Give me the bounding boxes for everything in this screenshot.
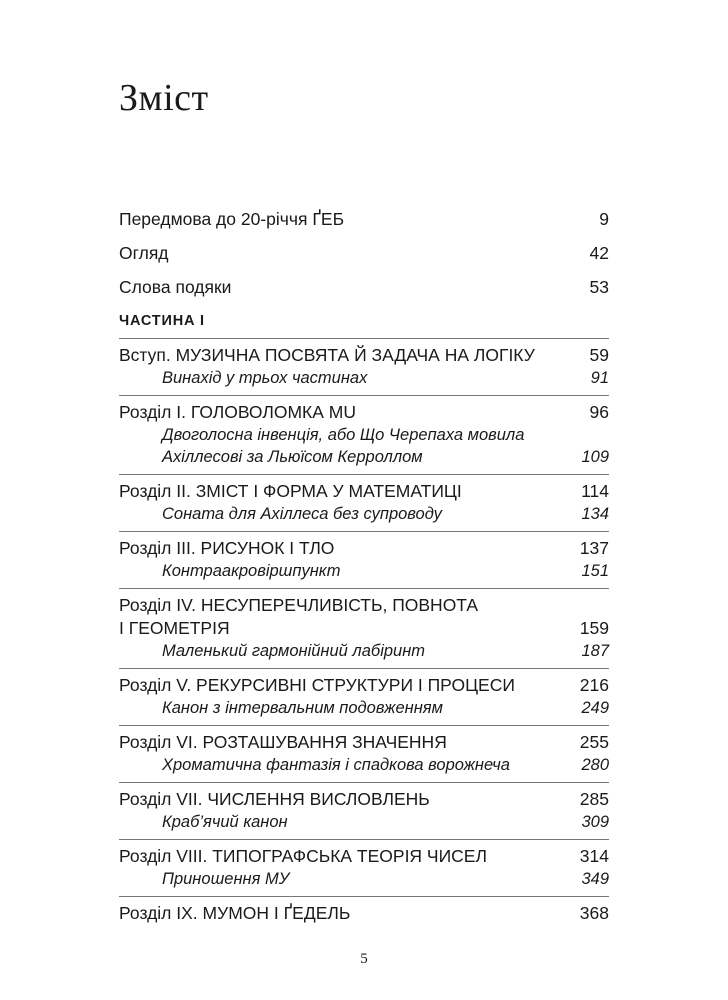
toc-chapter-1: [119, 396, 609, 474]
dialogue-row[interactable]: [119, 503, 609, 525]
chapter-row[interactable]: [119, 674, 609, 697]
toc-entry-acknowledgements[interactable]: [119, 276, 609, 299]
entry-label: Огляд: [119, 243, 169, 263]
dialogue-row[interactable]: [119, 640, 609, 662]
chapter-label: Розділ I. ГОЛОВОЛОМКА MU: [119, 402, 356, 422]
chapter-page: 137: [579, 538, 609, 558]
chapter-label: Вступ. МУЗИЧНА ПОСВЯТА Й ЗАДАЧА НА ЛОГІКУ: [119, 345, 535, 365]
chapter-label: Розділ VI. РОЗТАШУВАННЯ ЗНАЧЕННЯ: [119, 732, 447, 752]
chapter-row[interactable]: [119, 344, 609, 367]
dialogue-page: 91: [590, 369, 609, 387]
chapter-page: 255: [579, 732, 609, 752]
toc-chapter-3: [119, 532, 609, 588]
toc-chapter-6: [119, 726, 609, 782]
chapter-page: 96: [589, 402, 609, 422]
dialogue-page: 187: [581, 642, 609, 660]
dialogue-label: Маленький гармонійний лабіринт: [162, 642, 426, 660]
chapter-label: Розділ VIII. ТИПОГРАФСЬКА ТЕОРІЯ ЧИСЕЛ: [119, 846, 487, 866]
dialogue-row[interactable]: [119, 868, 609, 890]
chapter-row[interactable]: [119, 731, 609, 754]
table-of-contents: [119, 208, 609, 931]
dialogue-row[interactable]: [119, 367, 609, 389]
chapter-label-line: Розділ IV. НЕСУПЕРЕЧЛИВІСТЬ, ПОВНОТА: [119, 595, 479, 615]
chapter-page: 368: [579, 903, 609, 923]
page-title: Зміст: [119, 77, 209, 119]
chapter-label: Розділ V. РЕКУРСИВНІ СТРУКТУРИ І ПРОЦЕСИ: [119, 675, 515, 695]
page-number: 5: [360, 951, 368, 967]
entry-page: 53: [589, 277, 609, 297]
dialogue-row[interactable]: [119, 697, 609, 719]
dialogue-page: 309: [581, 813, 609, 831]
dialogue-label: Приношення МУ: [162, 870, 290, 888]
entry-page: 9: [599, 209, 609, 229]
chapter-row[interactable]: [119, 902, 609, 925]
dialogue-label: Контраакровіршпункт: [162, 562, 341, 580]
dialogue-page: 349: [581, 870, 609, 888]
chapter-page: 159: [579, 618, 609, 638]
dialogue-label-line: Ахіллесові за Льюїсом Керроллом: [162, 448, 423, 466]
dialogue-label: [162, 424, 524, 468]
chapter-page: 314: [579, 846, 609, 866]
chapter-row[interactable]: [119, 480, 609, 503]
dialogue-page: 109: [581, 448, 609, 466]
dialogue-row[interactable]: [119, 560, 609, 582]
chapter-label: [119, 594, 478, 640]
chapter-row[interactable]: [119, 537, 609, 560]
part-heading: ЧАСТИНА I: [119, 313, 205, 329]
chapter-page: 285: [579, 789, 609, 809]
dialogue-label: Винахід у трьох частинах: [162, 369, 368, 387]
toc-chapter-7: [119, 783, 609, 839]
chapter-row[interactable]: [119, 594, 609, 640]
chapter-page: 216: [579, 675, 609, 695]
dialogue-label-line: Двоголосна інвенція, або Що Черепаха мовила: [162, 426, 525, 444]
toc-entry-preface[interactable]: [119, 208, 609, 231]
chapter-row[interactable]: [119, 401, 609, 424]
chapter-label: Розділ IX. МУМОН І ҐЕДЕЛЬ: [119, 903, 351, 923]
entry-label: Передмова до 20-річчя ҐЕБ: [119, 209, 345, 229]
chapter-label-line: І ГЕОМЕТРІЯ: [119, 618, 230, 638]
chapter-label: Розділ II. ЗМІСТ І ФОРМА У МАТЕМАТИЦІ: [119, 481, 462, 501]
dialogue-page: 134: [581, 505, 609, 523]
toc-chapter-8: [119, 840, 609, 896]
dialogue-page: 249: [581, 699, 609, 717]
chapter-row[interactable]: [119, 845, 609, 868]
entry-page: 42: [589, 243, 609, 263]
toc-entry-overview[interactable]: [119, 242, 609, 265]
dialogue-row[interactable]: [119, 754, 609, 776]
toc-chapter-2: [119, 475, 609, 531]
entry-label: Слова подяки: [119, 277, 232, 297]
dialogue-label: Соната для Ахіллеса без супроводу: [162, 505, 442, 523]
chapter-row[interactable]: [119, 788, 609, 811]
dialogue-label: Краб’ячий канон: [162, 813, 288, 831]
dialogue-page: 280: [581, 756, 609, 774]
dialogue-label: Канон з інтервальним подовженням: [162, 699, 443, 717]
chapter-page: 59: [589, 345, 609, 365]
toc-chapter-intro: [119, 339, 609, 395]
toc-chapter-9: [119, 897, 609, 931]
toc-chapter-4: [119, 589, 609, 668]
toc-chapter-5: [119, 669, 609, 725]
chapter-label: Розділ VII. ЧИСЛЕННЯ ВИСЛОВЛЕНЬ: [119, 789, 430, 809]
dialogue-label: Хроматична фантазія і спадкова ворожнеча: [162, 756, 510, 774]
dialogue-page: 151: [581, 562, 609, 580]
chapter-page: 114: [581, 481, 609, 501]
dialogue-row[interactable]: [119, 811, 609, 833]
dialogue-row[interactable]: [119, 424, 609, 468]
chapter-label: Розділ III. РИСУНОК І ТЛО: [119, 538, 335, 558]
